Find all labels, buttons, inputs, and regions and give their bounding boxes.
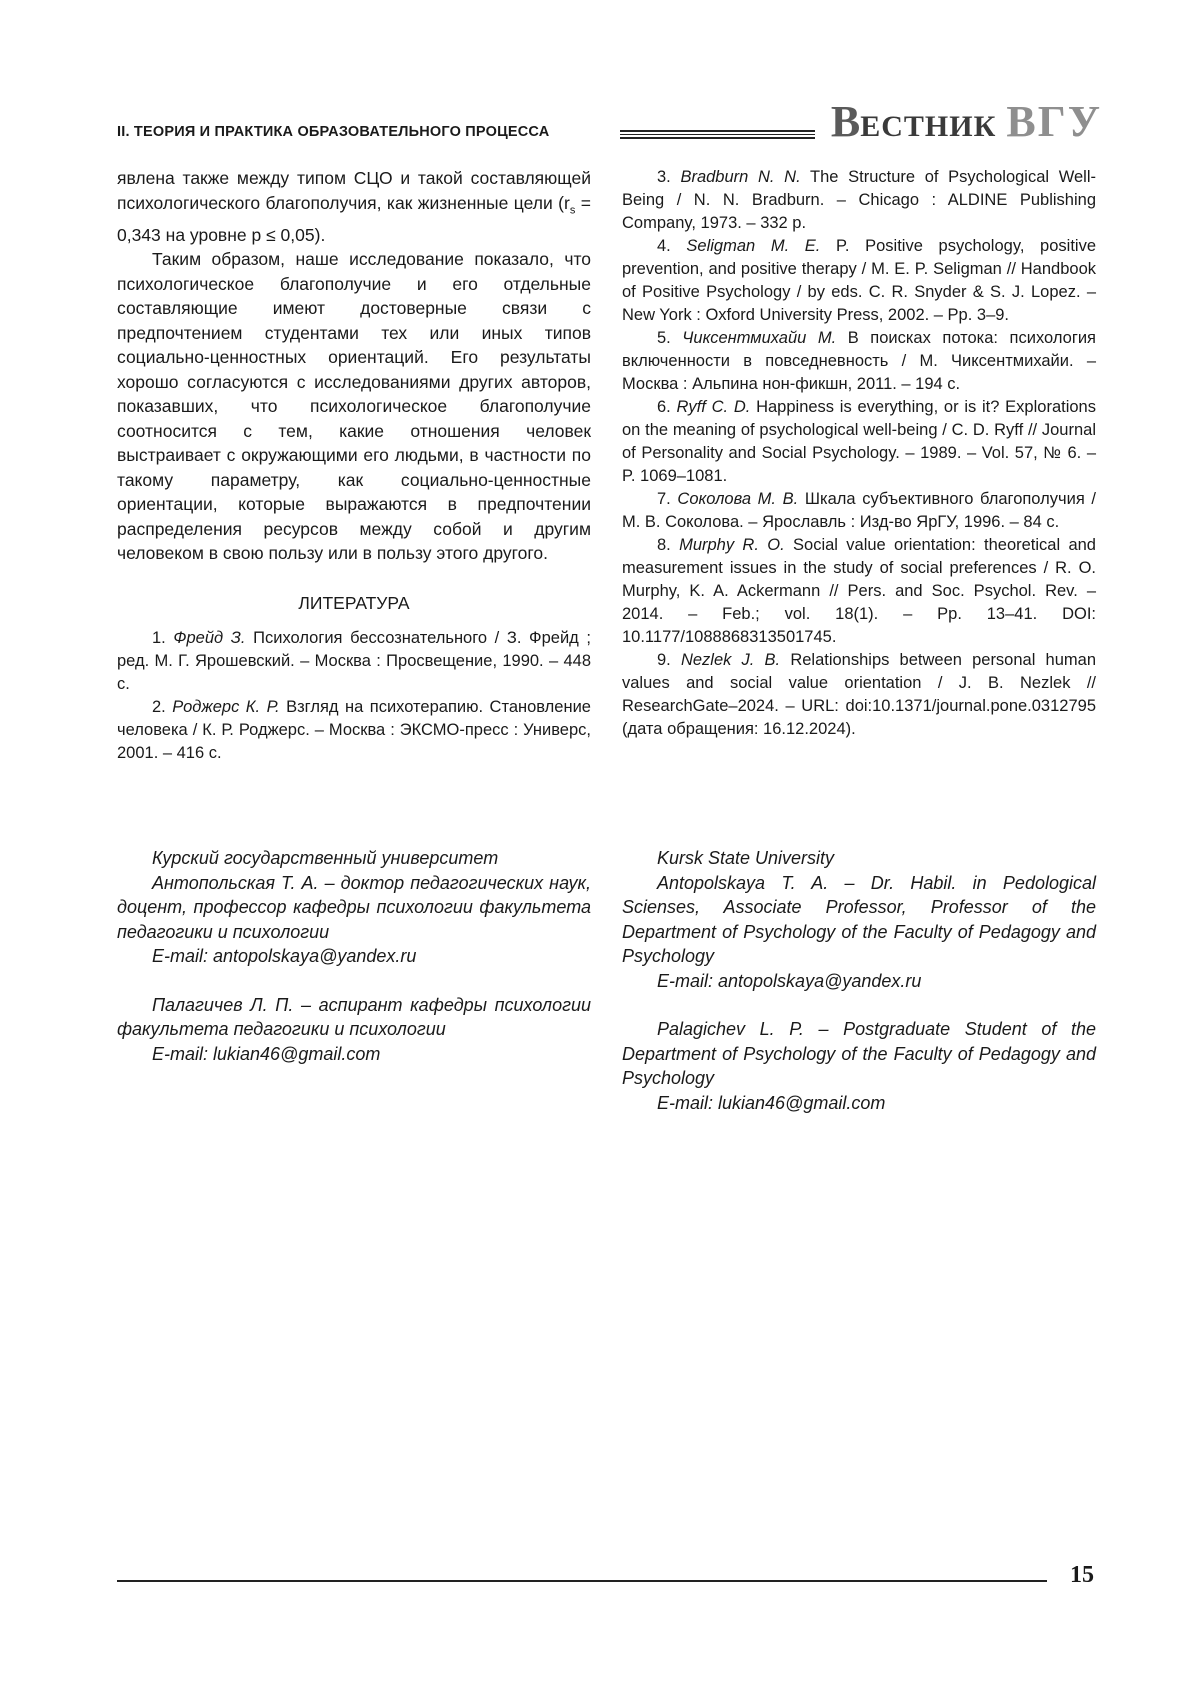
ref-author: Соколова М. В.: [677, 490, 798, 508]
university-name: Курский государственный университет: [117, 846, 591, 871]
reference-item: [622, 396, 1096, 488]
ref-author: Чиксентмихайи М.: [682, 329, 836, 347]
section-title: II. ТЕОРИЯ И ПРАКТИКА ОБРАЗОВАТЕЛЬНОГО ПРОЦЕССА: [117, 124, 549, 140]
ref-author: Фрейд З.: [173, 629, 245, 647]
ref-text: Relationships between personal human values and social value orientation / J. B. Nezlek // ResearchGate–2024. – URL: doi:10.1371/journal.pone.0312795 (дата обращения: 16.12.2024).: [622, 651, 1096, 738]
left-column: [117, 166, 591, 765]
reference-item: [117, 696, 591, 765]
ref-text: Happiness is everything, or is it? Explorations on the meaning of psychological well-being / C. D. Ryff // Journal of Personality and Social Psychology. – 1989. – Vol. 57, № 6. – P. 1069–1081.: [622, 398, 1096, 485]
ref-num: 7.: [657, 490, 671, 508]
author-1-info: Антопольская Т. А. – доктор педагогических наук, доцент, профессор кафедры психологии факультета педагогики и психологии: [117, 871, 591, 945]
reference-item: [622, 327, 1096, 396]
p1-subscript: s: [570, 204, 576, 216]
reference-item: [622, 166, 1096, 235]
ref-num: 6.: [657, 398, 671, 416]
ref-text: Шкала субъективного благополучия / М. В. Соколова. – Ярославль : Изд-во ЯрГУ, 1996. – 84 с.: [622, 490, 1096, 531]
ref-author: Nezlek J. B.: [681, 651, 780, 669]
author-2-info: Palagichev L. P. – Postgraduate Student of the Department of Psychology of the Faculty of Pedagogy and Psychology: [622, 1017, 1096, 1091]
ref-num: 2.: [152, 698, 166, 716]
footer-rule: [117, 1580, 1047, 1582]
author-2-email: E-mail: lukian46@gmail.com: [117, 1042, 591, 1067]
p1-text-a: явлена также между типом СЦО и такой составляющей психологического благополучия, как жизненные цели (r: [117, 168, 591, 213]
p1-text-b: = 0,343 на уровне p ≤ 0,05).: [117, 193, 591, 245]
ref-text: В поисках потока: психология включенности в повседневность / М. Чиксентмихайи. – Москва : Альпина нон-фикшн, 2011. – 194 с.: [622, 329, 1096, 393]
ref-text: Social value orientation: theoretical and measurement issues in the study of social preferences / R. O. Murphy, K. A. Ackermann // Pers. and Soc. Psychol. Rev. – 2014. – Feb.; vol. 18(1). – Pp. 13–41. DOI: 10.1177/1088868313501745.: [622, 536, 1096, 646]
ref-author: Ryff C. D.: [677, 398, 751, 416]
ref-text: The Structure of Psychological Well-Being / N. N. Bradburn. – Chicago : ALDINE Publishing Company, 1973. – 332 p.: [622, 168, 1096, 232]
ref-num: 4.: [657, 237, 671, 255]
author-2-info: Палагичев Л. П. – аспирант кафедры психологии факультета педагогики и психологии: [117, 993, 591, 1042]
author-1-info: Antopolskaya T. A. – Dr. Habil. in Pedological Scienses, Associate Professor, Professor of the Department of Psychology of the Faculty of Pedagogy and Psychology: [622, 871, 1096, 969]
reference-item: [117, 627, 591, 696]
header-rule: [620, 130, 815, 139]
body-paragraph-1: [117, 166, 591, 247]
ref-author: Murphy R. O.: [679, 536, 785, 554]
ref-author: Роджерс К. Р.: [172, 698, 279, 716]
ref-text: P. Positive psychology, positive prevention, and positive therapy / M. E. P. Seligman // Handbook of Positive Psychology / by eds. C. R. Snyder & S. J. Lopez. – New York : Oxford University Press, 2002. – Pp. 3–9.: [622, 237, 1096, 324]
affiliation-en: [622, 846, 1096, 1115]
page-number: 15: [1070, 1562, 1094, 1589]
page-header: [117, 100, 1102, 150]
spacer: [622, 993, 1096, 1017]
journal-logo: [831, 100, 1102, 144]
logo-abbr: ВГУ: [1006, 97, 1102, 146]
ref-num: 8.: [657, 536, 671, 554]
ref-text: Психология бессознательного / З. Фрейд ; ред. М. Г. Ярошевский. – Москва : Просвещение, 1990. – 448 с.: [117, 629, 591, 693]
author-2-email: E-mail: lukian46@gmail.com: [622, 1091, 1096, 1116]
university-name: Kursk State University: [622, 846, 1096, 871]
ref-num: 9.: [657, 651, 671, 669]
author-1-email: E-mail: antopolskaya@yandex.ru: [117, 944, 591, 969]
reference-item: [622, 235, 1096, 327]
ref-author: Seligman M. E.: [686, 237, 820, 255]
reference-item: [622, 649, 1096, 741]
references-left: [117, 627, 591, 765]
logo-first-letter: В: [831, 97, 860, 146]
right-column: [622, 166, 1096, 741]
logo-rest: ЕСТНИК: [860, 110, 996, 143]
references-right: [622, 166, 1096, 741]
affiliation-ru: [117, 846, 591, 1066]
ref-num: 1.: [152, 629, 166, 647]
reference-item: [622, 534, 1096, 649]
ref-text: Взгляд на психотерапию. Становление человека / К. Р. Роджерс. – Москва : ЭКСМО-пресс : Универс, 2001. – 416 с.: [117, 698, 591, 762]
author-1-email: E-mail: antopolskaya@yandex.ru: [622, 969, 1096, 994]
ref-num: 5.: [657, 329, 671, 347]
reference-item: [622, 488, 1096, 534]
ref-author: Bradburn N. N.: [680, 168, 800, 186]
spacer: [117, 969, 591, 993]
body-paragraph-2: Таким образом, наше исследование показало, что психологическое благополучие и его отдельные составляющие имеют достоверные связи с предпочтением студентами тех или иных типов социально-ценностных ориентаций. Его результаты хорошо согласуются с исследованиями других авторов, показавших, что психологическое благополучие соотносится с тем, какие отношения человек выстраивает с окружающими его людьми, в частности по такому параметру, как социально-ценностные ориентации, которые выражаются в предпочтении распределения ресурсов между собой и другим человеком в свою пользу или в пользу этого другого.: [117, 247, 591, 566]
literature-heading: ЛИТЕРАТУРА: [117, 591, 591, 616]
ref-num: 3.: [657, 168, 671, 186]
